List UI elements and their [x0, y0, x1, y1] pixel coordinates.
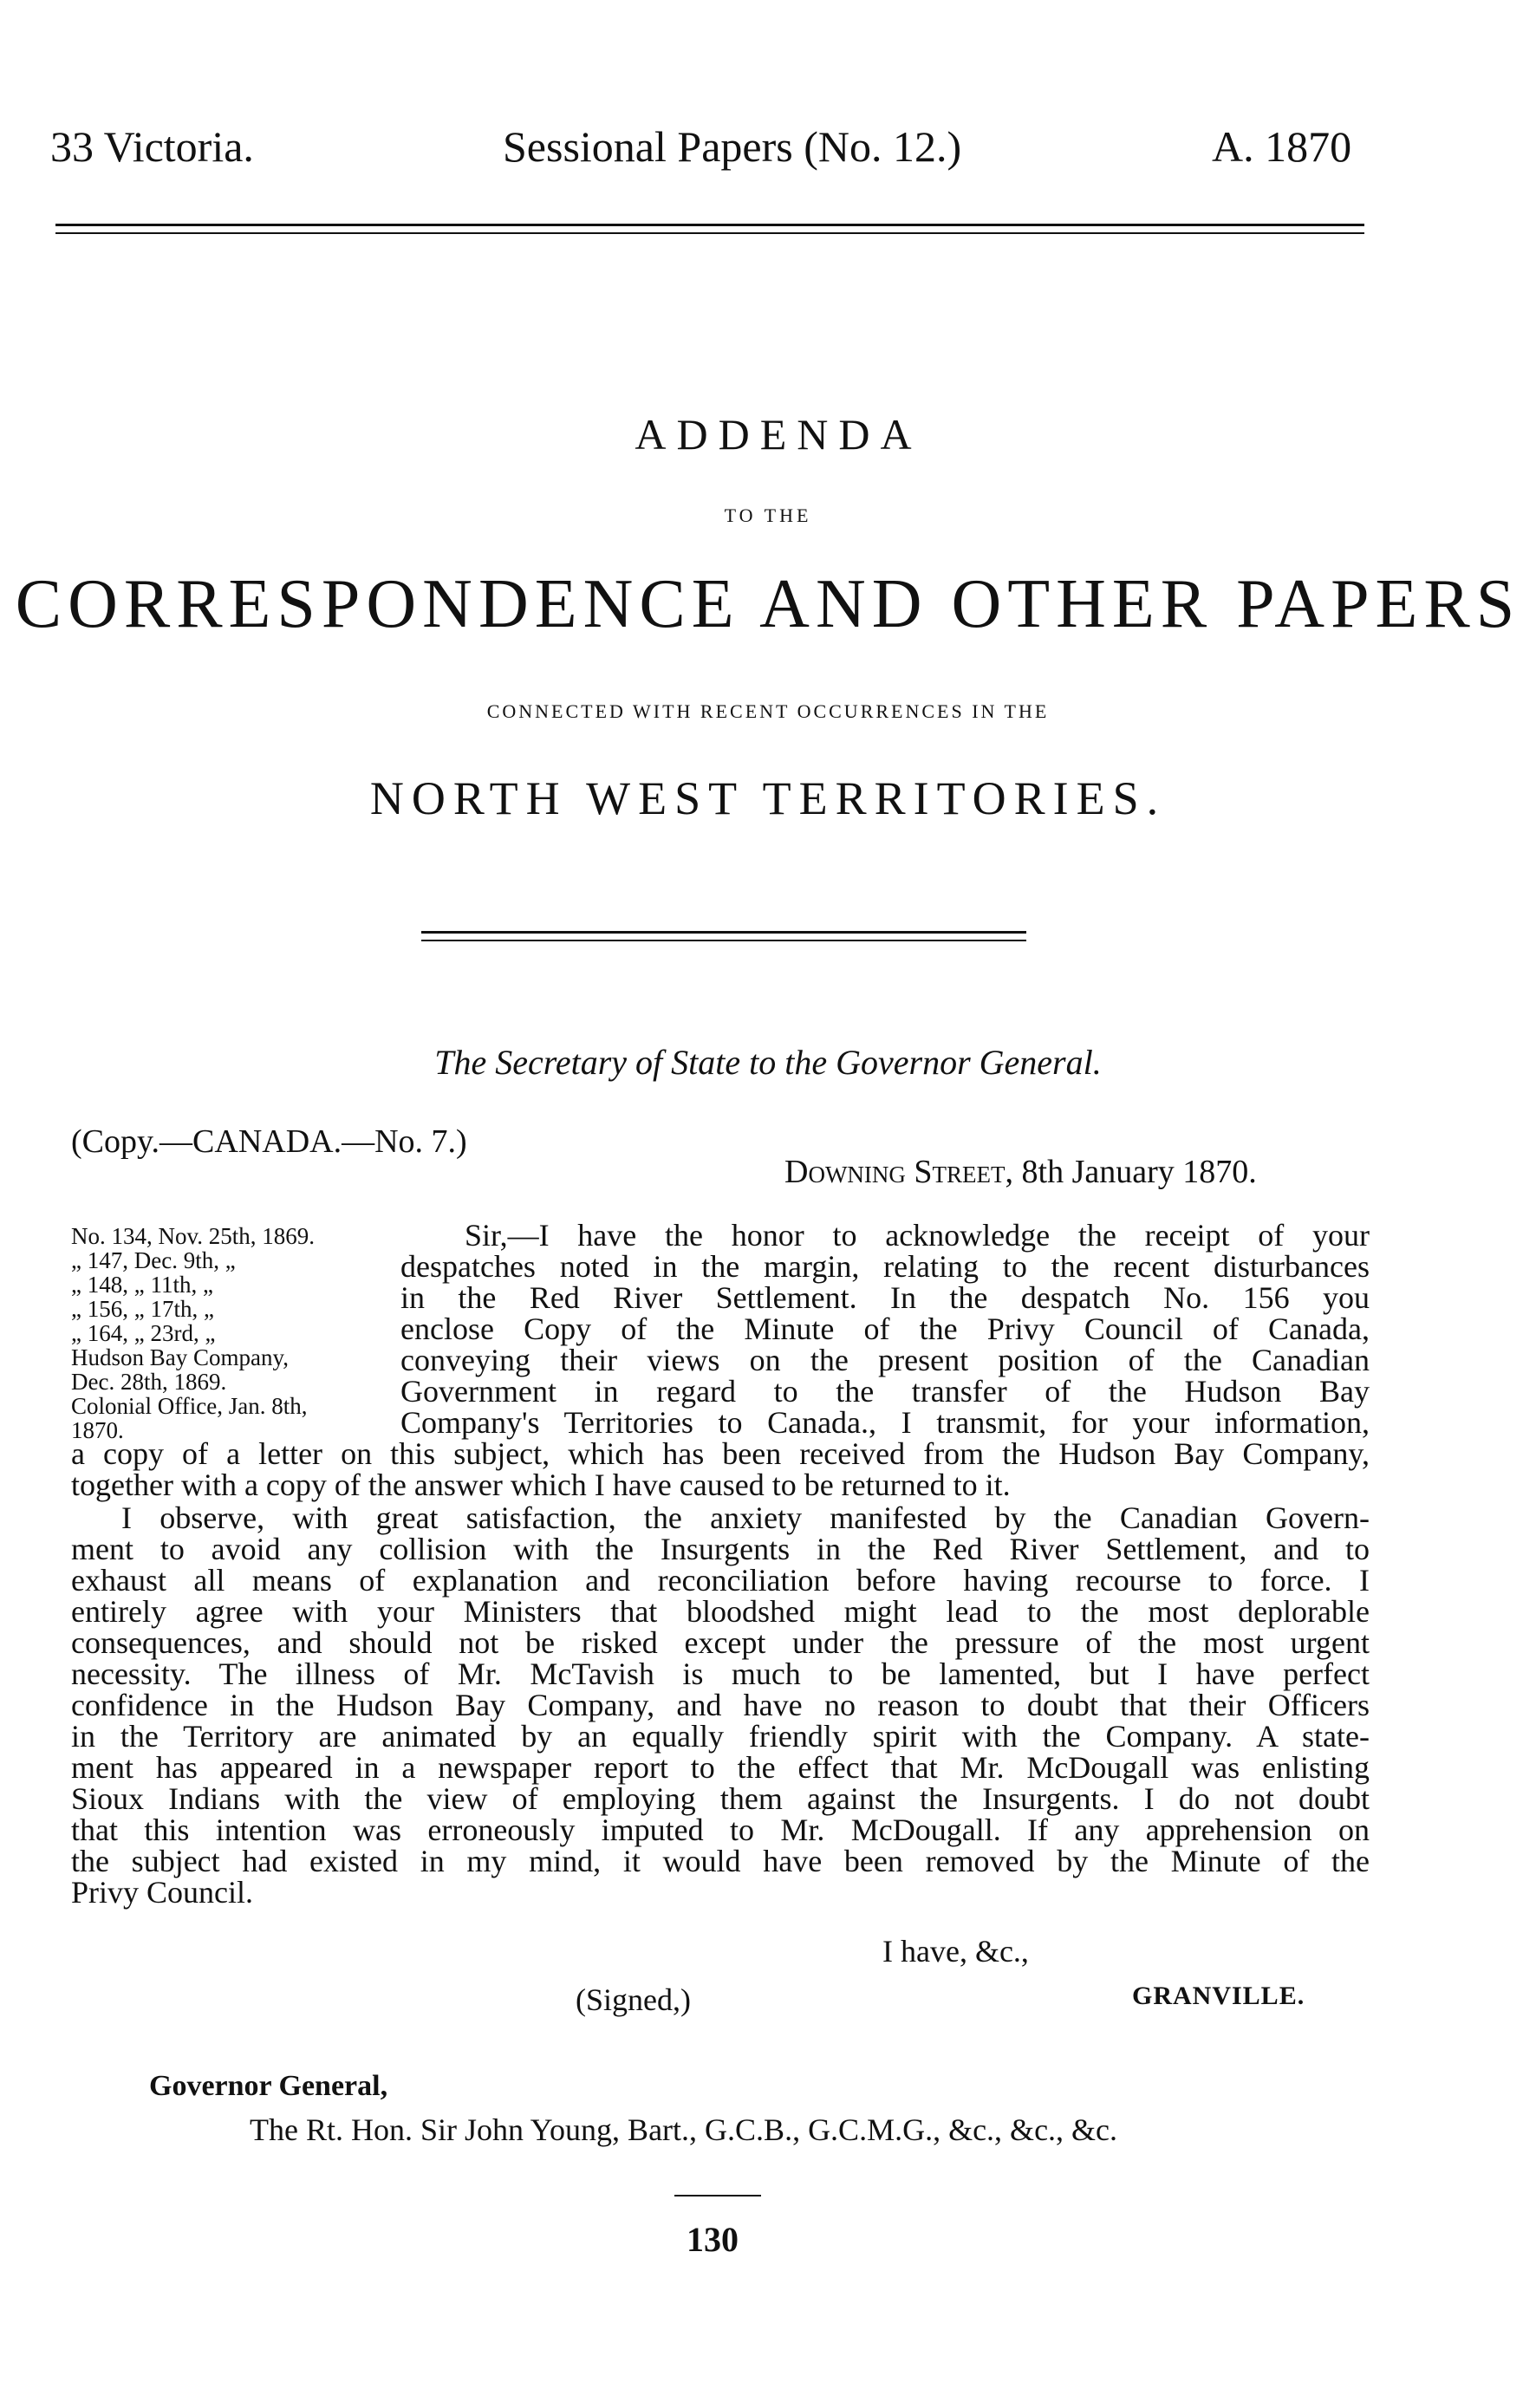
body-line: Government in regard to the transfer of the Hudson Bay [400, 1374, 1370, 1409]
header-rule-bottom [55, 232, 1364, 234]
title-main: CORRESPONDENCE AND OTHER PAPERS [15, 566, 1521, 642]
body-line: in the Red River Settlement. In the despatch No. 156 you [400, 1280, 1370, 1315]
body-line: ment has appeared in a newspaper report to the effect that Mr. McDougall was enlisting [71, 1750, 1370, 1785]
page-number-rule [674, 2195, 761, 2196]
body-line: confidence in the Hudson Bay Company, and have no reason to doubt that their Officers [71, 1688, 1370, 1722]
page-number: 130 [687, 2220, 739, 2259]
margin-note: „ 148, „ 11th, „ [71, 1272, 213, 1298]
copy-line: (Copy.—CANADA.—No. 7.) [71, 1123, 467, 1160]
body-line: exhaust all means of explanation and reconciliation before having recourse to force. I [71, 1563, 1370, 1598]
margin-note: 1870. [71, 1417, 124, 1443]
body-line: together with a copy of the answer which I have caused to be returned to it. [71, 1468, 1011, 1502]
title-addenda: ADDENDA [635, 410, 922, 459]
margin-note: Dec. 28th, 1869. [71, 1369, 227, 1395]
header-sessional-papers: Sessional Papers (No. 12.) [503, 122, 962, 171]
header-year: A. 1870 [1212, 122, 1352, 171]
margin-note: „ 147, Dec. 9th, „ [71, 1247, 236, 1273]
body-line: conveying their views on the present position of the Canadian [400, 1343, 1370, 1377]
margin-note: „ 156, „ 17th, „ [71, 1296, 214, 1322]
closing-phrase: I have, &c., [882, 1934, 1029, 1969]
body-line: in the Territory are animated by an equally friendly spirit with the Company. A state- [71, 1719, 1370, 1754]
margin-note: „ 164, „ 23rd, „ [71, 1320, 216, 1346]
title-rule-bottom [421, 940, 1026, 941]
body-line: a copy of a letter on this subject, which has been received from the Hudson Bay Company, [71, 1436, 1370, 1471]
dateline [784, 1153, 1257, 1191]
body-line: I observe, with great satisfaction, the anxiety manifested by the Canadian Govern- [121, 1500, 1370, 1535]
dateline-date: 8th January 1870. [1021, 1154, 1257, 1190]
signature: GRANVILLE. [1132, 1982, 1305, 2010]
header-volume: 33 Victoria. [50, 122, 254, 171]
margin-note: Colonial Office, Jan. 8th, [71, 1393, 308, 1419]
body-line: ment to avoid any collision with the Insurgents in the Red River Settlement, and to [71, 1532, 1370, 1566]
title-to-the: TO THE [724, 504, 812, 526]
addressee-name: The Rt. Hon. Sir John Young, Bart., G.C.B., G.C.M.G., &c., &c., &c. [250, 2112, 1118, 2147]
body-line: Sioux Indians with the view of employing them against the Insurgents. I do not doubt [71, 1781, 1370, 1816]
body-line: Sir,—I have the honor to acknowledge the receipt of your [465, 1218, 1370, 1253]
body-line: necessity. The illness of Mr. McTavish is much to be lamented, but I have perfect [71, 1656, 1370, 1691]
margin-notes [71, 1224, 400, 1442]
title-region: NORTH WEST TERRITORIES. [369, 772, 1167, 824]
letter-subtitle: The Secretary of State to the Governor General. [434, 1043, 1102, 1082]
header-rule-top [55, 224, 1364, 226]
addressee-title: Governor General, [149, 2070, 388, 2102]
body-line: that this intention was erroneously imputed to Mr. McDougall. If any apprehension on [71, 1813, 1370, 1847]
body-line: Privy Council. [71, 1875, 254, 1910]
body-line: entirely agree with your Ministers that bloodshed might lead to the most deplorable [71, 1594, 1370, 1629]
dateline-place: Downing Street, [784, 1154, 1014, 1190]
margin-note: Hudson Bay Company, [71, 1344, 289, 1370]
title-rule-top [421, 931, 1026, 934]
title-connected: CONNECTED WITH RECENT OCCURRENCES IN THE [486, 700, 1050, 722]
margin-note: No. 134, Nov. 25th, 1869. [71, 1223, 315, 1249]
signed-label: (Signed,) [576, 1982, 691, 2017]
body-line: enclose Copy of the Minute of the Privy Council of Canada, [400, 1311, 1370, 1346]
body-line: the subject had existed in my mind, it would have been removed by the Minute of the [71, 1844, 1370, 1878]
body-line: Company's Territories to Canada., I transmit, for your information, [400, 1405, 1370, 1440]
body-line: despatches noted in the margin, relating to the recent disturbances [400, 1249, 1370, 1284]
body-line: consequences, and should not be risked except under the pressure of the most urgent [71, 1625, 1370, 1660]
